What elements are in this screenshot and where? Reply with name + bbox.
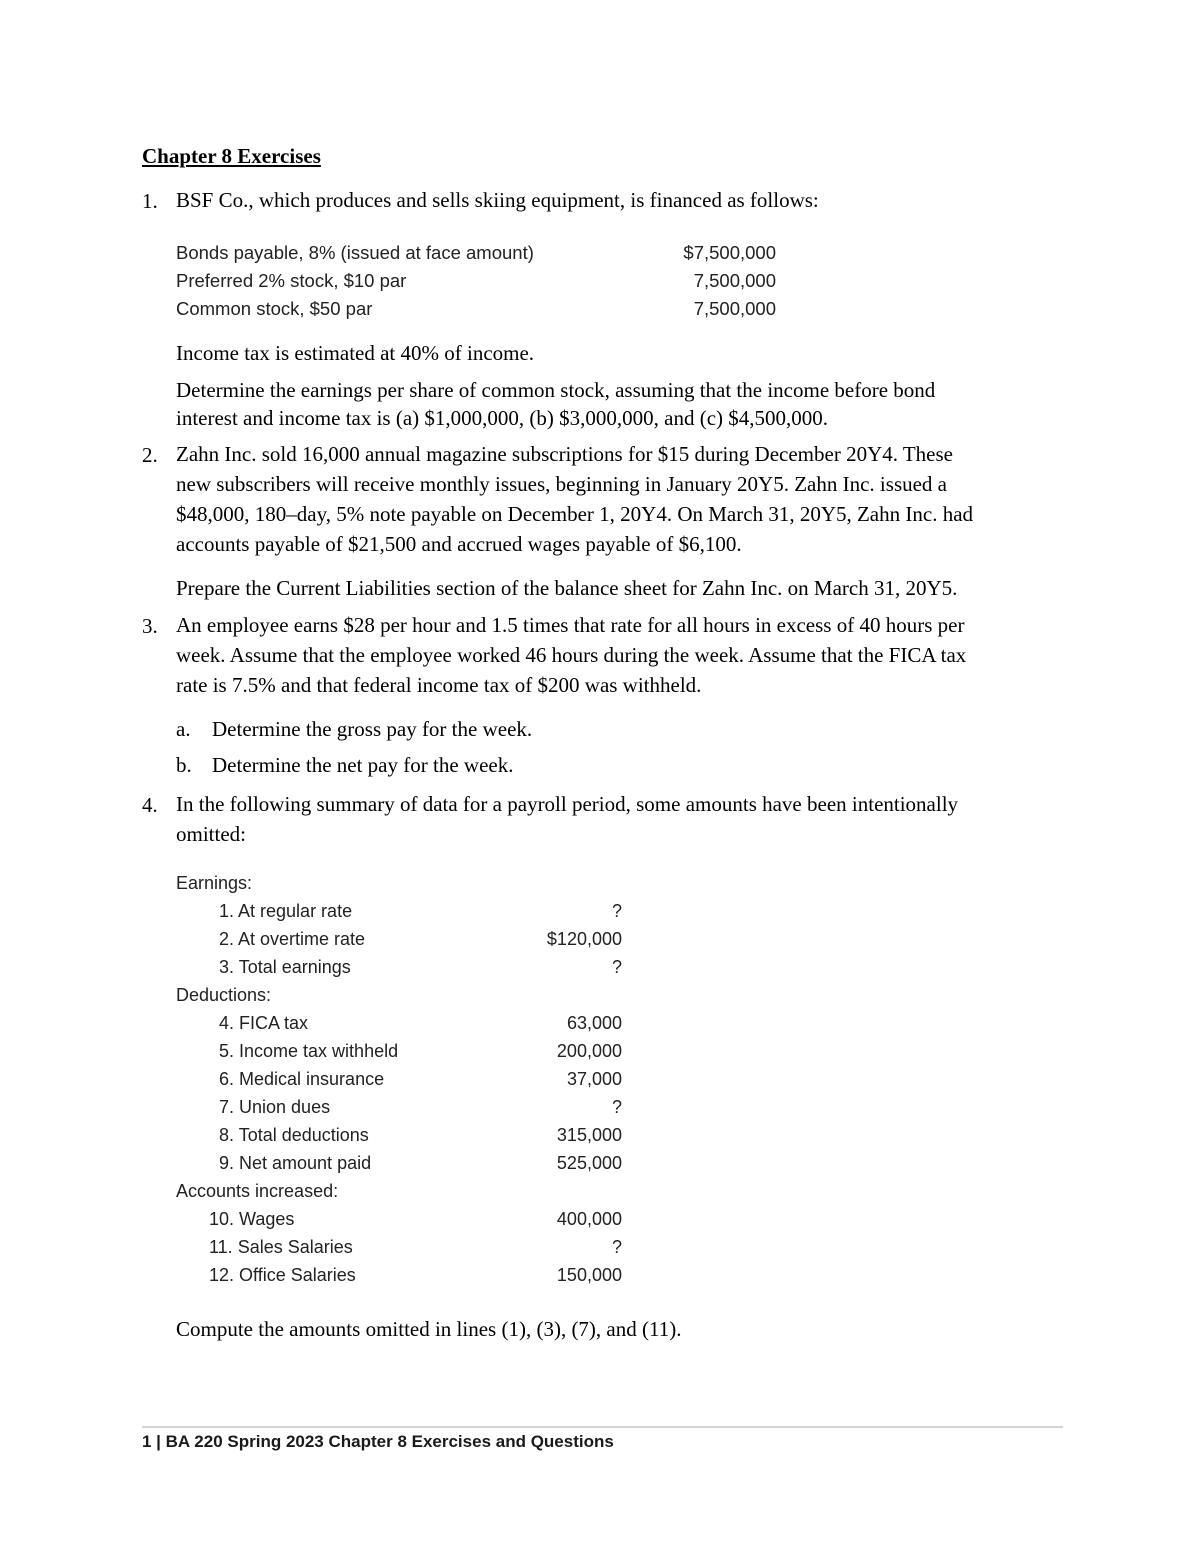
payroll-section-accounts-increased: Accounts increased: bbox=[176, 1181, 339, 1201]
payroll-row-amount: 37,000 bbox=[566, 1069, 622, 1089]
financing-amount-common: 7,500,000 bbox=[693, 298, 776, 319]
question-3-line-2: week. Assume that the employee worked 46 hours during the week. Assume that the FICA tax bbox=[176, 643, 967, 667]
question-1-tax-note: Income tax is estimated at 40% of income. bbox=[176, 341, 535, 365]
payroll-row-amount: $120,000 bbox=[546, 929, 622, 949]
financing-amount-bonds: $7,500,000 bbox=[683, 242, 776, 263]
question-3-part-a-letter: a. bbox=[176, 717, 191, 741]
payroll-row-label: 10. Wages bbox=[209, 1209, 295, 1229]
question-3-line-3: rate is 7.5% and that federal income tax of $200 was withheld. bbox=[176, 673, 702, 697]
financing-label-bonds: Bonds payable, 8% (issued at face amount) bbox=[176, 242, 534, 263]
payroll-row-label: 1. At regular rate bbox=[219, 901, 353, 921]
question-1-number: 1. bbox=[142, 189, 158, 213]
question-2-number: 2. bbox=[142, 443, 158, 467]
payroll-row-amount: ? bbox=[611, 901, 622, 921]
question-2-line-3: $48,000, 180–day, 5% note payable on December 1, 20Y4. On March 31, 20Y5, Zahn Inc. had bbox=[176, 502, 974, 526]
financing-label-common: Common stock, $50 par bbox=[176, 298, 373, 319]
payroll-row-label: 2. At overtime rate bbox=[219, 929, 366, 949]
payroll-section-deductions: Deductions: bbox=[176, 985, 272, 1005]
question-1-text: BSF Co., which produces and sells skiing equipment, is financed as follows: bbox=[176, 188, 819, 212]
payroll-section-earnings: Earnings: bbox=[176, 873, 253, 893]
question-2-line-4: accounts payable of $21,500 and accrued wages payable of $6,100. bbox=[176, 532, 742, 556]
payroll-row-amount: 200,000 bbox=[556, 1041, 622, 1061]
question-2-task: Prepare the Current Liabilities section of the balance sheet for Zahn Inc. on March 31, 20Y5. bbox=[176, 576, 958, 600]
payroll-row-amount: 525,000 bbox=[556, 1153, 622, 1173]
financing-amount-preferred: 7,500,000 bbox=[693, 270, 776, 291]
question-4-number: 4. bbox=[142, 793, 158, 817]
page-footer: 1 | BA 220 Spring 2023 Chapter 8 Exercises and Questions bbox=[142, 1432, 614, 1451]
payroll-row-amount: 150,000 bbox=[556, 1265, 622, 1285]
question-1-task-line-2: interest and income tax is (a) $1,000,000, (b) $3,000,000, and (c) $4,500,000. bbox=[176, 406, 829, 430]
payroll-row-amount: ? bbox=[611, 957, 622, 977]
question-4-line-1: In the following summary of data for a payroll period, some amounts have been intentionally bbox=[176, 792, 959, 816]
payroll-row-label: 9. Net amount paid bbox=[219, 1153, 372, 1173]
payroll-row-amount: 400,000 bbox=[556, 1209, 622, 1229]
payroll-row-label: 12. Office Salaries bbox=[209, 1265, 356, 1285]
financing-label-preferred: Preferred 2% stock, $10 par bbox=[176, 270, 407, 291]
payroll-row-label: 11. Sales Salaries bbox=[209, 1237, 353, 1257]
payroll-row-label: 8. Total deductions bbox=[219, 1125, 369, 1145]
question-3-part-b-text: Determine the net pay for the week. bbox=[212, 753, 514, 777]
payroll-row-label: 3. Total earnings bbox=[219, 957, 351, 977]
question-4-task: Compute the amounts omitted in lines (1), (3), (7), and (11). bbox=[176, 1317, 682, 1341]
payroll-row-label: 6. Medical insurance bbox=[219, 1069, 385, 1089]
payroll-row-amount: 315,000 bbox=[556, 1125, 622, 1145]
payroll-row-amount: 63,000 bbox=[566, 1013, 622, 1033]
payroll-row-label: 7. Union dues bbox=[219, 1097, 331, 1117]
payroll-row-amount: ? bbox=[611, 1097, 622, 1117]
payroll-row-amount: ? bbox=[611, 1237, 622, 1257]
question-3-line-1: An employee earns $28 per hour and 1.5 times that rate for all hours in excess of 40 hours per bbox=[176, 613, 965, 637]
question-2-line-1: Zahn Inc. sold 16,000 annual magazine subscriptions for $15 during December 20Y4. These bbox=[176, 442, 953, 466]
payroll-row-label: 5. Income tax withheld bbox=[219, 1041, 399, 1061]
question-1-task-line-1: Determine the earnings per share of common stock, assuming that the income before bond bbox=[176, 378, 936, 402]
question-3-part-a-text: Determine the gross pay for the week. bbox=[212, 717, 533, 741]
footer-divider bbox=[142, 1426, 1063, 1428]
page-title: Chapter 8 Exercises bbox=[142, 144, 321, 168]
question-3-part-b-letter: b. bbox=[176, 753, 192, 777]
payroll-row-label: 4. FICA tax bbox=[219, 1013, 309, 1033]
question-4-line-2: omitted: bbox=[176, 822, 246, 846]
question-3-number: 3. bbox=[142, 614, 158, 638]
question-2-line-2: new subscribers will receive monthly issues, beginning in January 20Y5. Zahn Inc. issued a bbox=[176, 472, 948, 496]
